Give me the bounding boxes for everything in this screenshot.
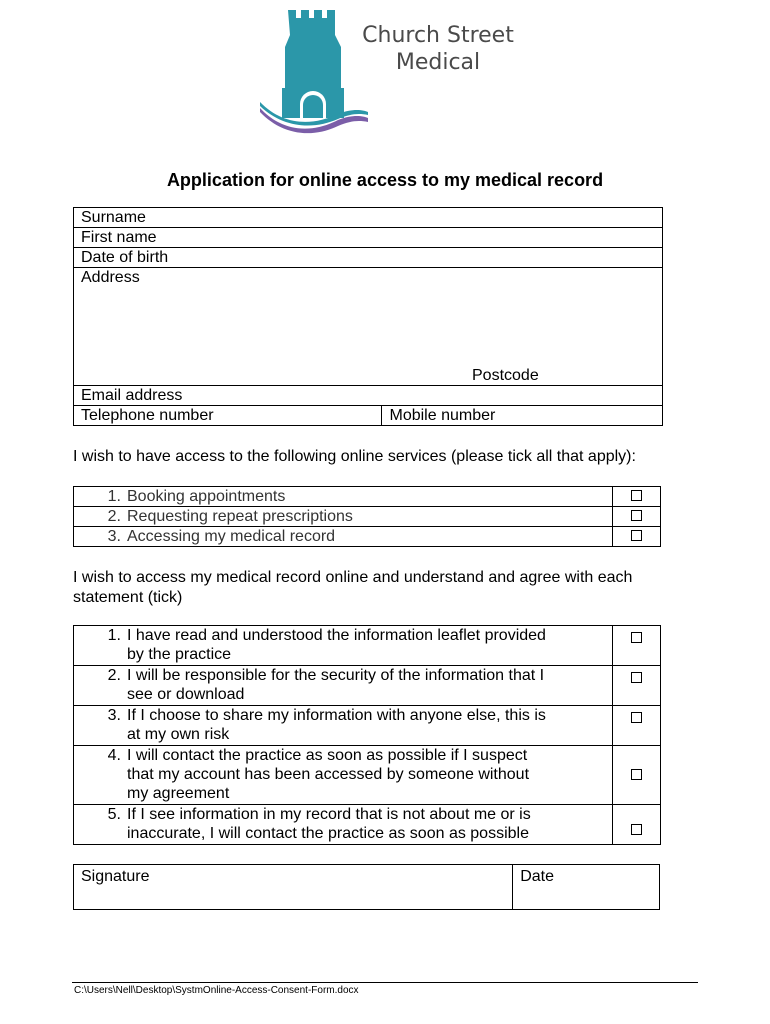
services-table: [73, 486, 661, 547]
statement-number: 4.: [107, 747, 121, 764]
statement-line: If I choose to share my information with anyone else, this is: [127, 707, 546, 724]
statement-line: I will be responsible for the security of the information that I: [127, 667, 545, 684]
practice-logo: [258, 8, 518, 136]
statement-line: I have read and understood the information leaflet provided: [127, 627, 546, 644]
service-checkbox-record[interactable]: [631, 530, 642, 541]
statement-line: If I see information in my record that is not about me or is: [127, 806, 531, 823]
service-row: [74, 507, 661, 527]
statement-checkbox-1[interactable]: [631, 632, 642, 643]
practice-name-line1: Church Street: [362, 23, 514, 48]
service-label: Accessing my medical record: [127, 528, 336, 545]
statement-line: that my account has been accessed by someone without: [127, 766, 530, 783]
service-checkbox-booking[interactable]: [631, 490, 642, 501]
telephone-field[interactable]: [74, 406, 382, 426]
statements-intro: I wish to access my medical record online and understand and agree with each statement (tick): [73, 569, 633, 606]
surname-field[interactable]: [74, 208, 663, 228]
statement-line: inaccurate, I will contact the practice as soon as possible: [127, 825, 529, 842]
service-row: [74, 487, 661, 507]
statement-number: 3.: [107, 707, 121, 724]
service-label: Booking appointments: [127, 488, 286, 505]
footer-file-path: C:\Users\Nell\Desktop\SystmOnline-Access-Consent-Form.docx: [74, 985, 359, 996]
statement-row: [74, 666, 661, 706]
statement-row: [74, 746, 661, 805]
first-name-field[interactable]: [74, 228, 663, 248]
date-label: Date: [520, 868, 554, 885]
practice-name-line2: Medical: [395, 50, 481, 75]
signature-table: [73, 864, 660, 910]
statement-line: my agreement: [127, 785, 230, 802]
first-name-label: First name: [81, 229, 157, 246]
page-title: Application for online access to my medical record: [166, 170, 604, 190]
surname-label: Surname: [81, 209, 146, 226]
address-label: Address: [81, 269, 140, 286]
statement-checkbox-2[interactable]: [631, 672, 642, 683]
dob-label: Date of birth: [81, 249, 169, 266]
email-field[interactable]: [74, 386, 663, 406]
dob-field[interactable]: [74, 248, 663, 268]
date-field[interactable]: [513, 865, 660, 910]
statement-number: 1.: [107, 627, 121, 644]
signature-label: Signature: [81, 868, 150, 885]
statement-checkbox-5[interactable]: [631, 824, 642, 835]
statements-table: [73, 625, 661, 845]
statement-number: 2.: [107, 667, 121, 684]
statement-row: [74, 805, 661, 845]
email-label: Email address: [81, 387, 183, 404]
postcode-label: Postcode: [472, 367, 539, 384]
mobile-field[interactable]: [382, 406, 663, 426]
statement-row: [74, 706, 661, 746]
statement-line: by the practice: [127, 646, 232, 663]
church-tower-logo-icon: [258, 8, 368, 136]
service-number: 3.: [107, 528, 121, 545]
statement-checkbox-3[interactable]: [631, 712, 642, 723]
statement-line: I will contact the practice as soon as possible if I suspect: [127, 747, 528, 764]
mobile-label: Mobile number: [389, 407, 496, 424]
personal-details-table: [73, 207, 663, 426]
address-field[interactable]: [74, 268, 663, 386]
service-number: 1.: [107, 488, 121, 505]
statement-checkbox-4[interactable]: [631, 769, 642, 780]
service-checkbox-prescriptions[interactable]: [631, 510, 642, 521]
statement-row: [74, 626, 661, 666]
footer-divider: [72, 982, 698, 983]
statement-line: at my own risk: [127, 726, 230, 743]
service-row: [74, 527, 661, 547]
statement-number: 5.: [107, 806, 121, 823]
service-label: Requesting repeat prescriptions: [127, 508, 353, 525]
signature-field[interactable]: [74, 865, 513, 910]
statement-line: see or download: [127, 686, 245, 703]
service-number: 2.: [107, 508, 121, 525]
services-intro: I wish to have access to the following online services (please tick all that apply):: [73, 448, 636, 465]
telephone-label: Telephone number: [81, 407, 214, 424]
practice-name: [358, 22, 518, 76]
